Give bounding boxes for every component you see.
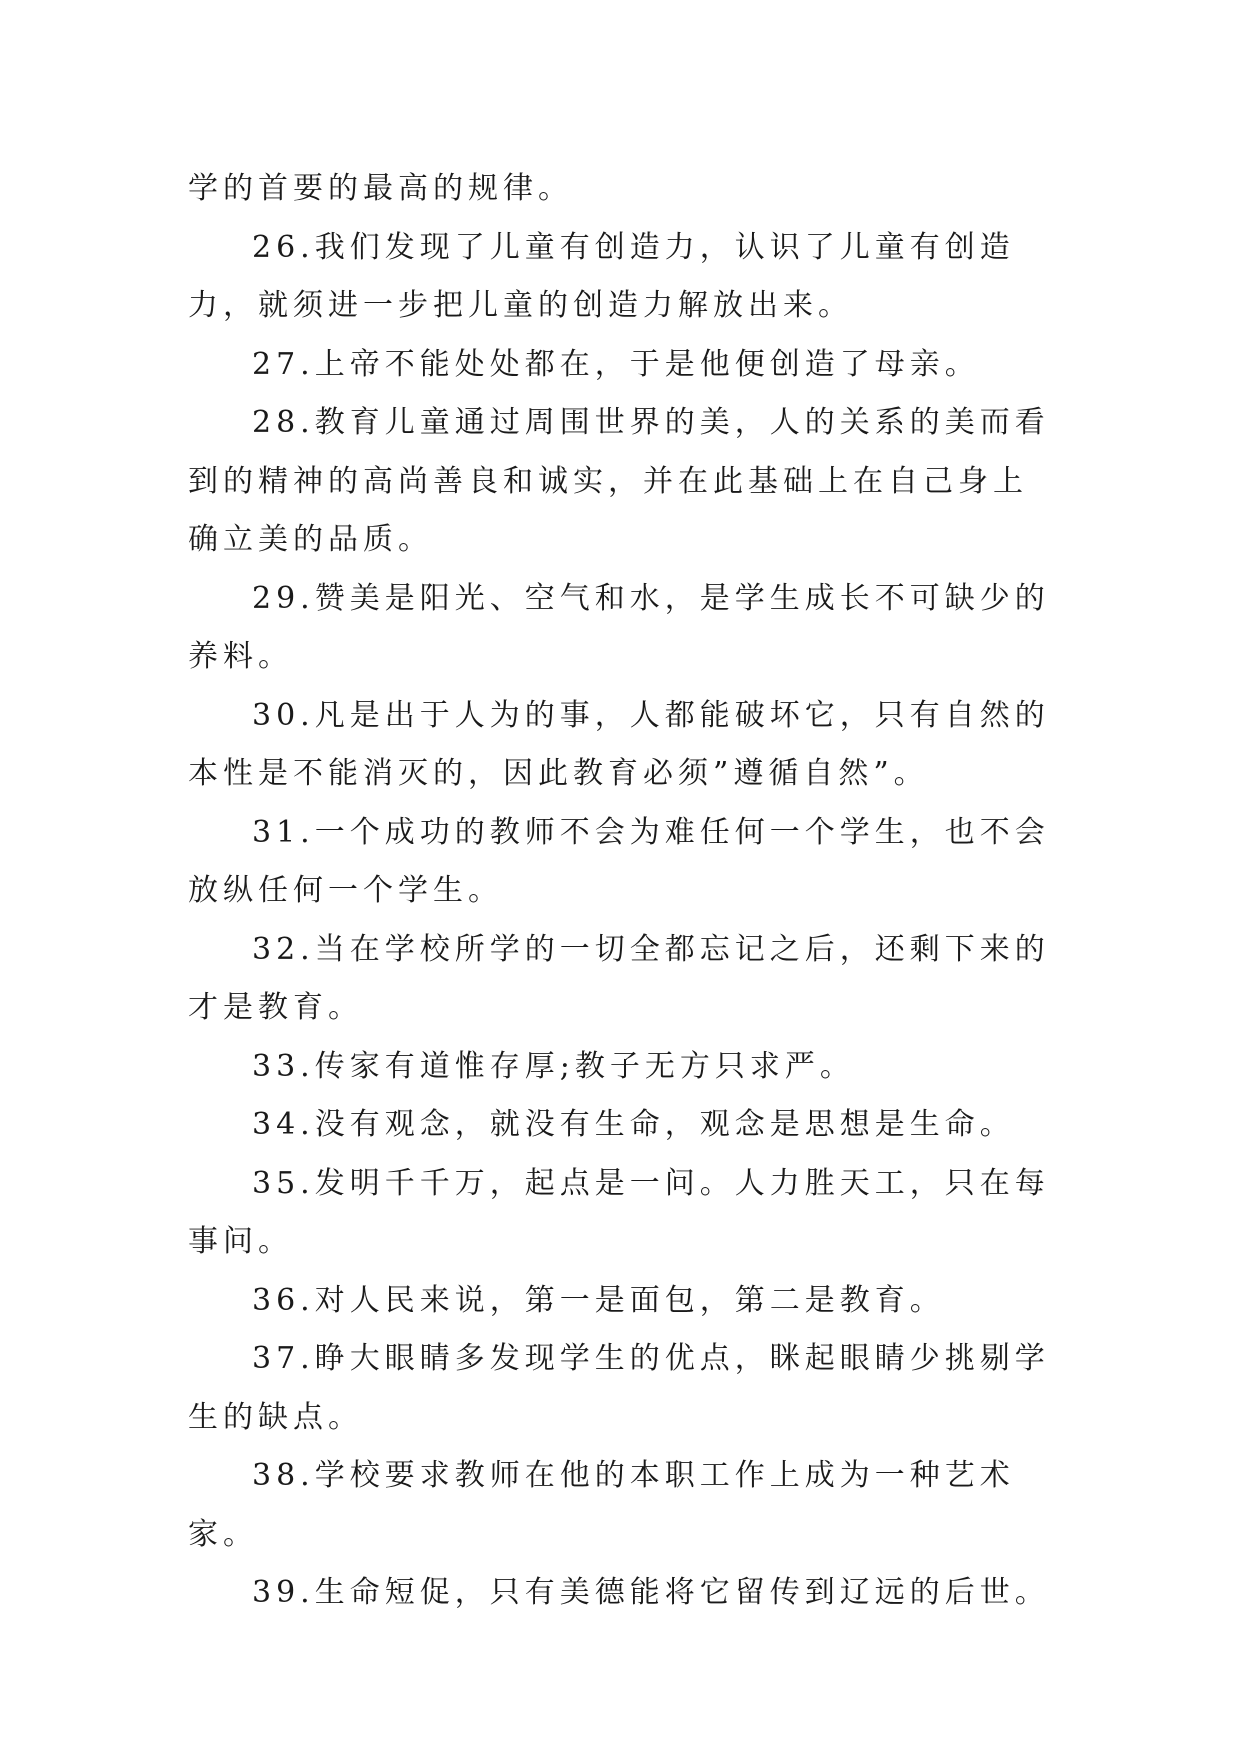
paragraph-continuation: 学的首要的最高的规律。 [188, 171, 573, 206]
quote-33: 33.传家有道惟存厚;教子无方只求严。 [252, 1048, 855, 1084]
quote-26: 26.我们发现了儿童有创造力，认识了儿童有创造力，就须进一步把儿童的创造力解放出来。 [188, 229, 1015, 323]
quote-28: 28.教育儿童通过周围世界的美，人的关系的美而看到的精神的高尚善良和诚实，并在此基础上在自己身上确立美的品质。 [188, 405, 1050, 557]
quote-36: 36.对人民来说，第一是面包，第二是教育。 [252, 1282, 945, 1318]
quote-27: 27.上帝不能处处都在，于是他便创造了母亲。 [252, 346, 980, 382]
quote-29: 29.赞美是阳光、空气和水，是学生成长不可缺少的养料。 [188, 580, 1050, 674]
quote-37: 37.睁大眼睛多发现学生的优点，眯起眼睛少挑剔学生的缺点。 [188, 1341, 1050, 1435]
quote-32: 32.当在学校所学的一切全都忘记之后，还剩下来的才是教育。 [188, 931, 1050, 1025]
quote-35: 35.发明千千万，起点是一问。人力胜天工，只在每事问。 [188, 1165, 1050, 1259]
document-body [188, 160, 1056, 1623]
quote-31: 31.一个成功的教师不会为难任何一个学生，也不会放纵任何一个学生。 [188, 814, 1050, 908]
quote-39: 39.生命短促，只有美德能将它留传到辽远的后世。 [252, 1575, 1050, 1610]
quote-30: 30.凡是出于人为的事，人都能破坏它，只有自然的本性是不能消灭的，因此教育必须”遵循自然”。 [188, 697, 1050, 791]
quote-38: 38.学校要求教师在他的本职工作上成为一种艺术家。 [188, 1458, 1015, 1552]
quote-34: 34.没有观念，就没有生命，观念是思想是生命。 [252, 1107, 1015, 1142]
